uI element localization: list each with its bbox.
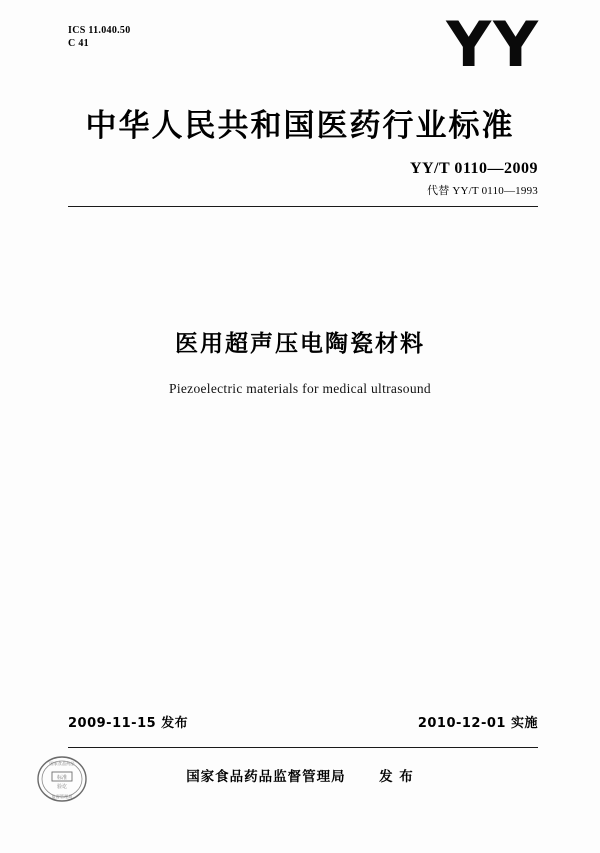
implementation-date: 2010-12-01 实施 [417, 716, 538, 731]
document-title-cn: 医用超声压电陶瓷材料 [175, 331, 425, 357]
ics-classification-block [68, 24, 131, 50]
svg-text:标准: 标准 [56, 775, 68, 781]
document-title-en: Piezoelectric materials for medical ultrasound [169, 381, 431, 396]
date-row [68, 712, 538, 731]
svg-text:国家食品药品: 国家食品药品 [49, 761, 75, 766]
issuer-action: 发 布 [379, 769, 414, 785]
official-seal-icon [36, 753, 88, 805]
yy-logo: YY [446, 8, 540, 81]
svg-text:监督管理局: 监督管理局 [51, 794, 73, 799]
issuer-organization: 国家食品药品监督管理局 [186, 769, 346, 785]
page-title: 中华人民共和国医药行业标准 [85, 108, 515, 144]
issue-date: 2009-11-15 发布 [68, 716, 189, 731]
divider-top [68, 206, 538, 207]
ics-code: ICS 11.040.50 [68, 25, 131, 36]
standard-number-block [410, 160, 538, 198]
ccs-code: C 41 [68, 38, 89, 49]
standard-replaces: 代替 YY/T 0110—1993 [427, 185, 538, 197]
standard-number: YY/T 0110—2009 [409, 160, 538, 177]
svg-text:验讫: 验讫 [56, 784, 68, 790]
issuer-line [0, 765, 600, 785]
divider-bottom [68, 747, 538, 748]
